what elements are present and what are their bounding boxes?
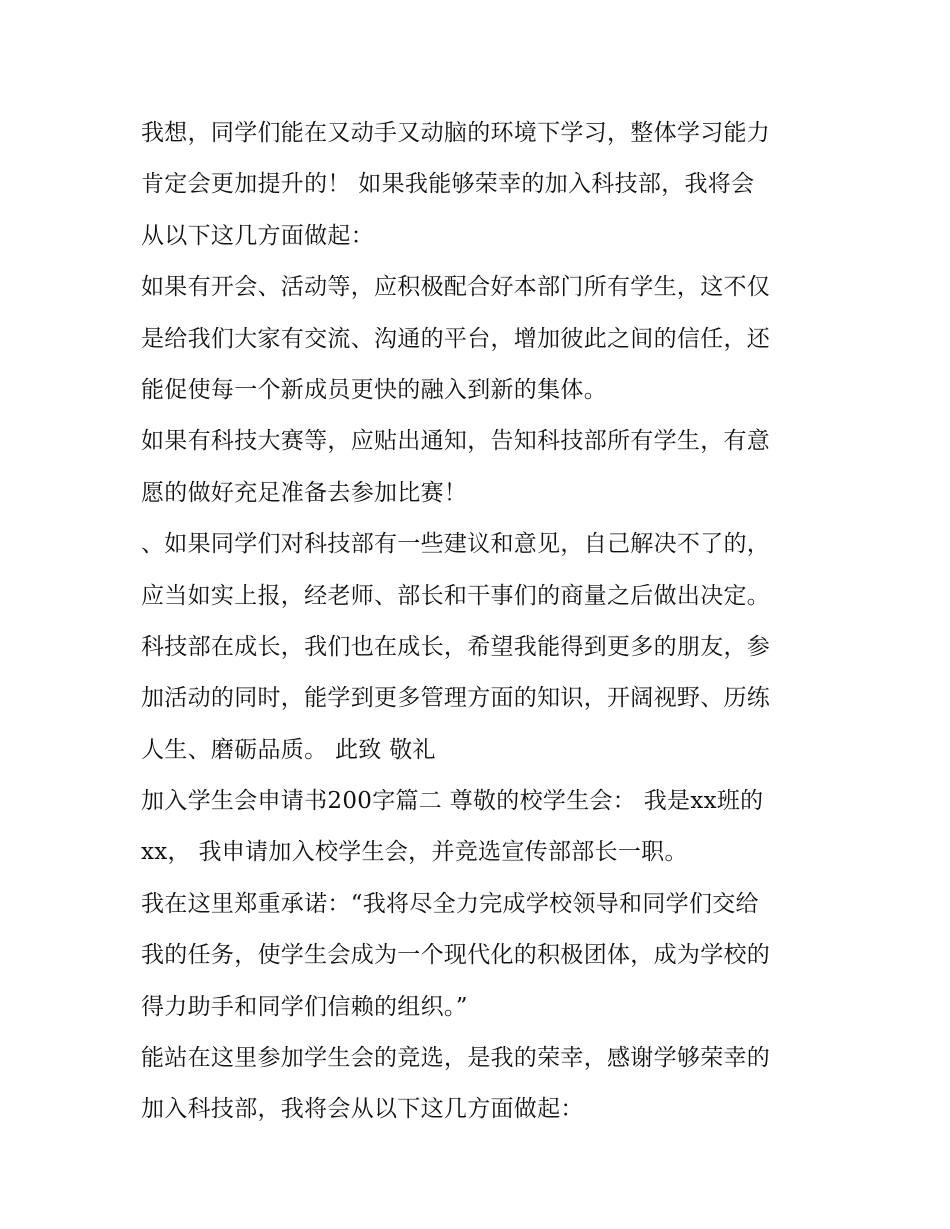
- text-line: 能促使每一个新成员更快的融入到新的集体。: [141, 376, 607, 403]
- text-line: xx， 我申请加入校学生会，并竞选宣传部部长一职。: [141, 839, 688, 866]
- text-line: 科技部在成长，我们也在成长，希望我能得到更多的朋友，参: [141, 633, 771, 660]
- text-line: 加活动的同时，能学到更多管理方面的知识，开阔视野、历练: [141, 685, 771, 712]
- text-line: 从以下这几方面做起：: [141, 222, 374, 249]
- text-line: 人生、磨砺品质。 此致 敬礼: [141, 736, 436, 763]
- text-line: 、如果同学们对科技部有一些建议和意见，自己解决不了的，: [141, 531, 771, 558]
- text-line: 得力助手和同学们信赖的组织。”: [141, 993, 468, 1020]
- text-line: 我在这里郑重承诺：“我将尽全力完成学校领导和同学们交给: [141, 890, 759, 917]
- text-line: 我想，同学们能在又动手又动脑的环境下学习，整体学习能力: [141, 120, 771, 146]
- text-line: 肯定会更加提升的！ 如果我能够荣幸的加入科技部，我将会: [141, 171, 755, 198]
- text-line: 愿的做好充足准备去参加比赛！: [141, 479, 468, 506]
- text-line: 是给我们大家有交流、沟通的平台，增加彼此之间的信任，还: [141, 325, 771, 352]
- text-line: 如果有科技大赛等，应贴出通知，告知科技部所有学生，有意: [141, 428, 771, 455]
- text-line: 我的任务，使学生会成为一个现代化的积极团体，成为学校的: [141, 942, 771, 969]
- body-text: [141, 108, 821, 1136]
- text-line: 加入学生会申请书200字篇二 尊敬的校学生会： 我是xx班的: [141, 788, 764, 815]
- text-line: 如果有开会、活动等，应积极配合好本部门所有学生，这不仅: [141, 274, 771, 301]
- text-line: 能站在这里参加学生会的竞选，是我的荣幸，感谢学够荣幸的: [141, 1045, 771, 1072]
- text-line: 加入科技部，我将会从以下这几方面做起：: [141, 1096, 584, 1123]
- text-line: 应当如实上报，经老师、部长和干事们的商量之后做出决定。: [141, 582, 771, 609]
